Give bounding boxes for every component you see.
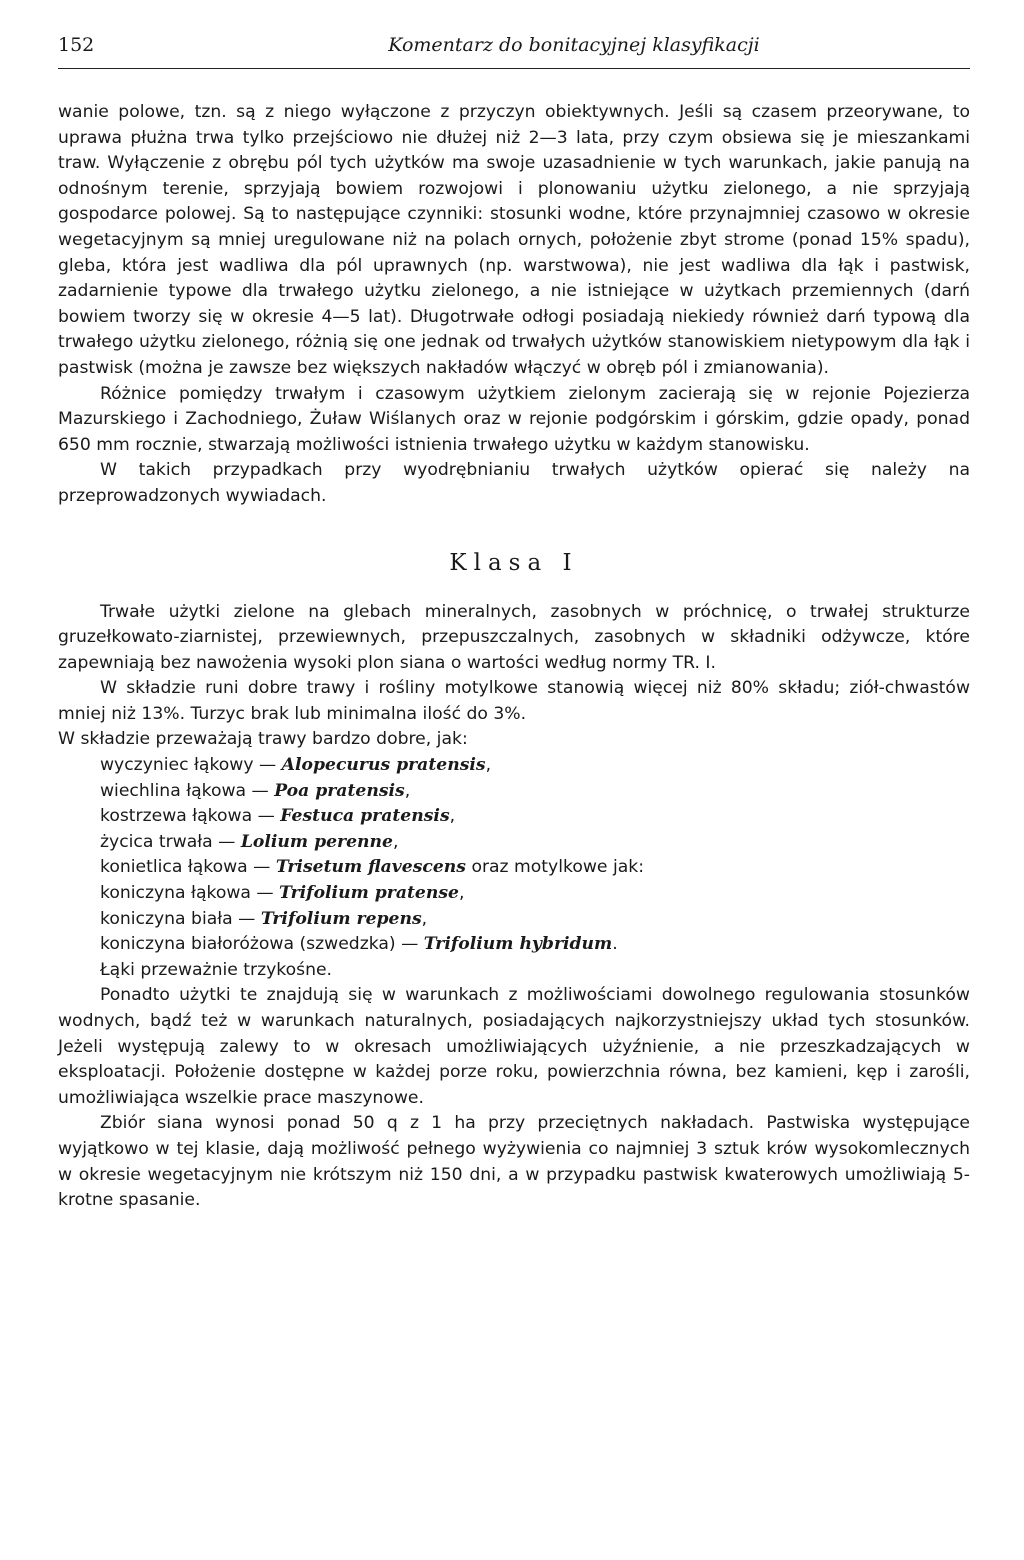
- paragraph-species-intro: W składzie przeważają trawy bardzo dobre, jak:: [58, 729, 468, 750]
- species-list: [100, 753, 970, 983]
- section-heading: Klasa I: [449, 549, 579, 576]
- list-item: konietlica łąkowa — Trisetum flavescens oraz motylkowe jak:: [100, 857, 644, 878]
- list-item: wiechlina łąkowa — Poa pratensis,: [100, 780, 411, 801]
- list-item: koniczyna biała — Trifolium repens,: [100, 908, 428, 929]
- paragraph-interviews: W takich przypadkach przy wyodrębnianiu trwałych użytków opierać się należy na przeprowadzonych wywiadach.: [58, 460, 970, 506]
- running-title: Komentarz do bonitacyjnej klasyfikacji: [388, 34, 760, 56]
- paragraph-conditions: Ponadto użytki te znajdują się w warunkach z możliwościami dowolnego regulowania stosunków wodnych, bądź też w warunkach naturalnych, posiadających najkorzystniejszy układ tych stosunków. Jeżeli występują zalewy to w okresach umożliwiających użyźnienie, a nie przeszkadzających w eksploatacji. Położenie dostępne w każdej porze roku, powierzchnia równa, bez kamieni, kęp i zarośli, umożliwiająca wszelkie prace maszynowe.: [58, 985, 970, 1108]
- paragraph-differences: Różnice pomiędzy trwałym i czasowym użytkiem zielonym zacierają się w rejonie Pojezierza Mazurskiego i Zachodniego, Żuław Wiślanych oraz w rejonie podgórskim i górskim, gdzie opady, ponad 650 mm rocznie, stwarzają możliwości istnienia trwałego użytku w każdym stanowisku.: [58, 383, 970, 455]
- paragraph-yield: Zbiór siana wynosi ponad 50 q z 1 ha przy przeciętnych nakładach. Pastwiska występujące wyjątkowo w tej klasie, dają możliwość pełnego wyżywienia co najmniej 3 sztuk krów wysokomlecznych w okresie wegetacyjnym nie krótszym niż 150 dni, a w przypadku pastwisk kwaterowych umożliwiają 5-krotne spasanie.: [58, 1113, 970, 1211]
- page-body: [58, 100, 970, 1214]
- list-item: koniczyna łąkowa — Trifolium pratense,: [100, 883, 465, 904]
- page-header: [58, 34, 970, 64]
- list-item: kostrzewa łąkowa — Festuca pratensis,: [100, 806, 456, 827]
- list-item: wyczyniec łąkowy — Alopecurus pratensis,: [100, 755, 492, 776]
- paragraph-class-definition: Trwałe użytki zielone na glebach mineralnych, zasobnych w próchnicę, o trwałej strukturze gruzełkowato-ziarnistej, przewiewnych, przepuszczalnych, zasobnych w składniki odżywcze, które zapewniają bez nawożenia wysoki plon siana o wartości według normy TR. I.: [58, 601, 970, 673]
- page-number: 152: [58, 34, 95, 56]
- header-rule: [58, 68, 970, 69]
- list-item: życica trwała — Lolium perenne,: [100, 831, 399, 852]
- meadow-note: Łąki przeważnie trzykośne.: [100, 959, 333, 980]
- list-item: koniczyna białoróżowa (szwedzka) — Trifolium hybridum.: [100, 934, 618, 955]
- paragraph-sward-composition: W składzie runi dobre trawy i rośliny motylkowe stanowią więcej niż 80% składu; ziół-chwastów mniej niż 13%. Turzyc brak lub minimalna ilość do 3%.: [58, 678, 970, 724]
- paragraph-continuation: wanie polowe, tzn. są z niego wyłączone z przyczyn obiektywnych. Jeśli są czasem przeorywane, to uprawa płużna trwa tylko przejściowo nie dłużej niż 2—3 lata, przy czym obsiewa się je mieszankami traw. Wyłączenie z obrębu pól tych użytków ma swoje uzasadnienie w tych warunkach, jakie panują na odnośnym terenie, sprzyjają bowiem rozwojowi i plonowaniu użytku zielonego, a nie sprzyjają gospodarce polowej. Są to następujące czynniki: stosunki wodne, które przynajmniej czasowo w okresie wegetacyjnym są mniej uregulowane niż na polach ornych, położenie zbyt strome (ponad 15% spadu), gleba, która jest wadliwa dla pól uprawnych (np. warstwowa), nie jest wadliwa dla łąk i pastwisk, zadarnienie typowe dla trwałego użytku zielonego, a nie istniejące w użytkach przemiennych (darń bowiem tworzy się w okresie 4—5 lat). Długotrwałe odłogi posiadają niekiedy również darń typową dla trwałego użytku zielonego, różnią się one jednak od trwałych użytków stanowiskiem nietypowym dla łąk i pastwisk (można je zawsze bez większych nakładów włączyć w obręb pól i zmianowania).: [58, 102, 970, 378]
